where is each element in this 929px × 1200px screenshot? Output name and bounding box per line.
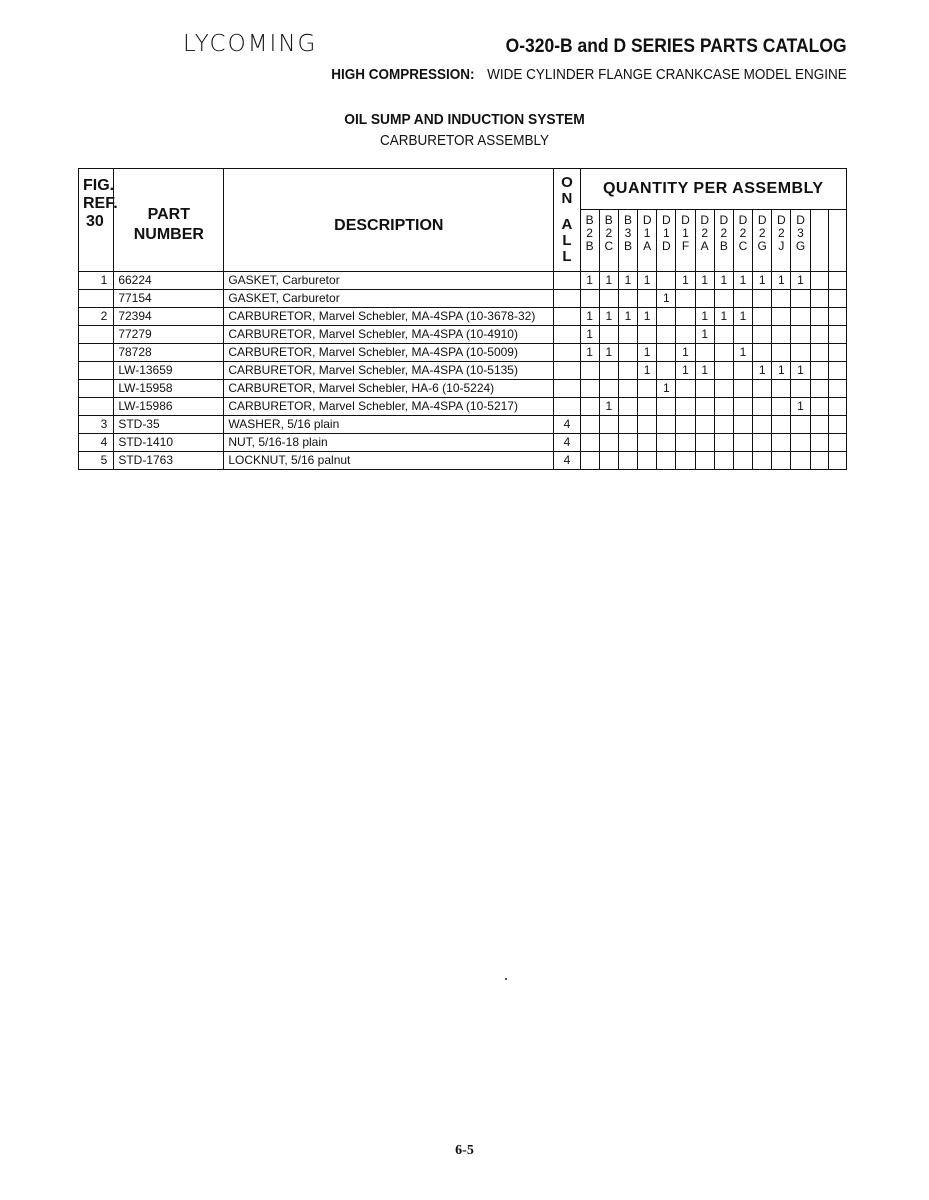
quantity-cell	[753, 380, 772, 398]
quantity-cell	[695, 290, 714, 308]
quantity-cell	[657, 452, 676, 470]
on-all-cell	[554, 308, 580, 326]
model-column-header: D 2 J	[772, 210, 791, 272]
model-column-header: B 2 B	[580, 210, 599, 272]
description-cell: CARBURETOR, Marvel Schebler, MA-4SPA (10-5135)	[224, 362, 554, 380]
quantity-cell	[753, 326, 772, 344]
on-all-cell: 4	[554, 416, 580, 434]
quantity-cell	[714, 326, 733, 344]
quantity-cell: 1	[791, 398, 810, 416]
on-all-cell	[554, 380, 580, 398]
quantity-cell	[676, 416, 695, 434]
quantity-cell	[828, 326, 846, 344]
quantity-cell	[580, 398, 599, 416]
quantity-cell	[828, 452, 846, 470]
quantity-cell	[714, 434, 733, 452]
quantity-cell	[676, 398, 695, 416]
quantity-cell	[638, 416, 657, 434]
engine-subtitle	[332, 66, 847, 83]
quantity-cell: 1	[753, 272, 772, 290]
quantity-cell: 1	[714, 308, 733, 326]
quantity-cell	[618, 434, 637, 452]
part-number-cell: 77154	[114, 290, 224, 308]
fig-ref-cell	[79, 380, 114, 398]
quantity-cell	[695, 344, 714, 362]
quantity-cell	[753, 290, 772, 308]
quantity-cell	[791, 452, 810, 470]
quantity-cell: 1	[791, 272, 810, 290]
brand-logo: LYCOMING	[183, 31, 318, 57]
on-all-cell	[554, 362, 580, 380]
table-row	[79, 308, 847, 326]
fig-ref-cell: 4	[79, 434, 114, 452]
quantity-cell	[580, 362, 599, 380]
description-cell: CARBURETOR, Marvel Schebler, HA-6 (10-5224)	[224, 380, 554, 398]
model-column-header: D 2 C	[733, 210, 752, 272]
quantity-cell	[580, 434, 599, 452]
catalog-title: O-320-B and D SERIES PARTS CATALOG	[506, 36, 847, 57]
quantity-cell	[810, 398, 828, 416]
quantity-cell	[791, 290, 810, 308]
quantity-cell	[618, 290, 637, 308]
table-row	[79, 362, 847, 380]
quantity-cell	[695, 398, 714, 416]
model-column-header: D 2 B	[714, 210, 733, 272]
scan-speck	[505, 978, 507, 980]
quantity-cell	[733, 290, 752, 308]
quantity-cell	[695, 380, 714, 398]
quantity-cell: 1	[733, 272, 752, 290]
quantity-cell: 1	[695, 362, 714, 380]
quantity-cell	[599, 326, 618, 344]
quantity-cell	[638, 398, 657, 416]
quantity-cell	[676, 290, 695, 308]
quantity-cell	[753, 416, 772, 434]
on-all-cell	[554, 290, 580, 308]
table-row	[79, 290, 847, 308]
quantity-cell	[657, 344, 676, 362]
description-cell: CARBURETOR, Marvel Schebler, MA-4SPA (10-3678-32)	[224, 308, 554, 326]
fig-ref-cell	[79, 362, 114, 380]
quantity-cell: 1	[638, 272, 657, 290]
quantity-cell: 1	[753, 362, 772, 380]
quantity-cell	[733, 326, 752, 344]
quantity-cell: 1	[714, 272, 733, 290]
compression-label: HIGH COMPRESSION:	[331, 66, 475, 83]
quantity-cell: 1	[772, 362, 791, 380]
quantity-cell	[733, 434, 752, 452]
quantity-cell	[657, 362, 676, 380]
table-row	[79, 452, 847, 470]
quantity-cell	[599, 452, 618, 470]
quantity-cell	[599, 380, 618, 398]
quantity-cell	[657, 272, 676, 290]
quantity-cell: 1	[580, 344, 599, 362]
quantity-cell	[695, 416, 714, 434]
quantity-cell: 1	[618, 308, 637, 326]
quantity-cell	[772, 380, 791, 398]
quantity-cell	[828, 416, 846, 434]
quantity-cell	[791, 380, 810, 398]
quantity-cell	[638, 380, 657, 398]
description-cell: WASHER, 5/16 plain	[224, 416, 554, 434]
quantity-cell	[772, 398, 791, 416]
description-header: DESCRIPTION	[224, 169, 554, 272]
fig-ref-cell	[79, 398, 114, 416]
quantity-cell	[657, 434, 676, 452]
quantity-cell	[657, 416, 676, 434]
description-cell: CARBURETOR, Marvel Schebler, MA-4SPA (10-5217)	[224, 398, 554, 416]
quantity-cell: 1	[618, 272, 637, 290]
quantity-cell	[828, 344, 846, 362]
quantity-cell	[714, 380, 733, 398]
quantity-cell	[772, 326, 791, 344]
table-row	[79, 434, 847, 452]
table-row	[79, 416, 847, 434]
quantity-cell	[580, 416, 599, 434]
quantity-cell	[638, 326, 657, 344]
quantity-cell	[753, 398, 772, 416]
table-row	[79, 380, 847, 398]
quantity-cell: 1	[676, 272, 695, 290]
quantity-cell: 1	[733, 344, 752, 362]
model-column-header	[810, 210, 828, 272]
quantity-cell: 1	[638, 362, 657, 380]
quantity-cell: 1	[599, 308, 618, 326]
quantity-cell: 1	[695, 326, 714, 344]
parts-table	[78, 168, 847, 470]
fig-ref-cell: 3	[79, 416, 114, 434]
quantity-cell	[676, 452, 695, 470]
quantity-cell	[599, 362, 618, 380]
quantity-cell	[714, 290, 733, 308]
quantity-cell: 1	[599, 398, 618, 416]
fig-ref-cell	[79, 326, 114, 344]
part-number-cell: LW-13659	[114, 362, 224, 380]
quantity-cell	[638, 290, 657, 308]
on-all-cell	[554, 344, 580, 362]
quantity-cell	[772, 416, 791, 434]
quantity-cell	[753, 452, 772, 470]
model-column-header: B 3 B	[618, 210, 637, 272]
quantity-cell	[791, 308, 810, 326]
quantity-cell: 1	[657, 290, 676, 308]
part-number-cell: 66224	[114, 272, 224, 290]
quantity-per-assembly-header: QUANTITY PER ASSEMBLY	[580, 169, 846, 210]
quantity-cell	[638, 434, 657, 452]
description-cell: CARBURETOR, Marvel Schebler, MA-4SPA (10-5009)	[224, 344, 554, 362]
quantity-cell	[714, 362, 733, 380]
page-number: 6-5	[455, 1143, 474, 1158]
quantity-cell	[733, 452, 752, 470]
quantity-cell	[676, 326, 695, 344]
fig-ref-cell	[79, 344, 114, 362]
quantity-cell: 1	[676, 344, 695, 362]
model-column-header: D 3 G	[791, 210, 810, 272]
quantity-cell	[618, 380, 637, 398]
quantity-cell	[733, 380, 752, 398]
quantity-cell: 1	[695, 272, 714, 290]
quantity-cell	[810, 272, 828, 290]
quantity-cell	[772, 452, 791, 470]
quantity-cell: 1	[580, 308, 599, 326]
table-row	[79, 344, 847, 362]
part-number-cell: LW-15986	[114, 398, 224, 416]
part-number-cell: 78728	[114, 344, 224, 362]
section-subtitle: CARBURETOR ASSEMBLY	[379, 132, 550, 149]
quantity-cell	[580, 290, 599, 308]
fig-ref-header: FIG. REF. 30	[79, 169, 114, 272]
quantity-cell: 1	[599, 272, 618, 290]
description-cell: GASKET, Carburetor	[224, 272, 554, 290]
quantity-cell	[618, 344, 637, 362]
section-title: OIL SUMP AND INDUCTION SYSTEM	[344, 111, 585, 128]
quantity-cell: 1	[695, 308, 714, 326]
quantity-cell	[733, 398, 752, 416]
quantity-cell	[753, 308, 772, 326]
table-row	[79, 272, 847, 290]
quantity-cell	[714, 416, 733, 434]
quantity-cell	[638, 452, 657, 470]
table-row	[79, 326, 847, 344]
quantity-cell	[714, 452, 733, 470]
part-number-cell: LW-15958	[114, 380, 224, 398]
on-all-cell	[554, 272, 580, 290]
table-row	[79, 398, 847, 416]
quantity-cell	[580, 380, 599, 398]
quantity-cell	[695, 452, 714, 470]
on-all-cell: 4	[554, 452, 580, 470]
quantity-cell: 1	[676, 362, 695, 380]
quantity-cell	[828, 380, 846, 398]
quantity-cell: 1	[657, 380, 676, 398]
quantity-cell	[657, 308, 676, 326]
model-column-header	[828, 210, 846, 272]
quantity-cell	[810, 434, 828, 452]
part-number-cell: STD-1410	[114, 434, 224, 452]
quantity-cell	[791, 326, 810, 344]
quantity-cell	[599, 416, 618, 434]
on-all-cell: 4	[554, 434, 580, 452]
quantity-cell	[810, 326, 828, 344]
quantity-cell	[828, 398, 846, 416]
quantity-cell	[714, 398, 733, 416]
description-cell: LOCKNUT, 5/16 palnut	[224, 452, 554, 470]
quantity-cell	[714, 344, 733, 362]
quantity-cell	[828, 290, 846, 308]
quantity-cell	[772, 290, 791, 308]
quantity-cell	[618, 416, 637, 434]
fig-ref-cell: 5	[79, 452, 114, 470]
quantity-cell	[599, 434, 618, 452]
quantity-cell	[695, 434, 714, 452]
model-column-header: B 2 C	[599, 210, 618, 272]
quantity-cell	[828, 272, 846, 290]
quantity-cell	[810, 416, 828, 434]
quantity-cell	[733, 416, 752, 434]
quantity-cell	[753, 434, 772, 452]
quantity-cell	[810, 308, 828, 326]
model-column-header: D 1 D	[657, 210, 676, 272]
quantity-cell	[810, 290, 828, 308]
part-number-header: PART NUMBER	[114, 169, 224, 272]
part-number-cell: STD-35	[114, 416, 224, 434]
quantity-cell: 1	[791, 362, 810, 380]
quantity-cell	[810, 452, 828, 470]
quantity-cell	[810, 362, 828, 380]
quantity-cell	[828, 362, 846, 380]
model-column-header: D 2 A	[695, 210, 714, 272]
quantity-cell	[810, 344, 828, 362]
quantity-cell: 1	[638, 344, 657, 362]
engine-description: WIDE CYLINDER FLANGE CRANKCASE MODEL ENGINE	[487, 66, 847, 83]
quantity-cell	[753, 344, 772, 362]
quantity-cell	[828, 434, 846, 452]
model-column-header: D 1 A	[638, 210, 657, 272]
quantity-cell: 1	[580, 272, 599, 290]
quantity-cell	[676, 308, 695, 326]
model-column-header: D 1 F	[676, 210, 695, 272]
quantity-cell	[618, 362, 637, 380]
model-column-header: D 2 G	[753, 210, 772, 272]
quantity-cell	[772, 344, 791, 362]
fig-ref-cell: 1	[79, 272, 114, 290]
quantity-cell	[828, 308, 846, 326]
description-cell: CARBURETOR, Marvel Schebler, MA-4SPA (10-4910)	[224, 326, 554, 344]
on-all-header: O N A L L	[554, 169, 580, 272]
quantity-cell	[772, 434, 791, 452]
quantity-cell: 1	[772, 272, 791, 290]
quantity-cell	[657, 326, 676, 344]
part-number-cell: 77279	[114, 326, 224, 344]
quantity-cell: 1	[580, 326, 599, 344]
part-number-cell: STD-1763	[114, 452, 224, 470]
quantity-cell	[676, 380, 695, 398]
description-cell: NUT, 5/16-18 plain	[224, 434, 554, 452]
part-number-cell: 72394	[114, 308, 224, 326]
on-all-cell	[554, 326, 580, 344]
quantity-cell	[791, 344, 810, 362]
quantity-cell: 1	[638, 308, 657, 326]
quantity-cell	[791, 434, 810, 452]
on-all-cell	[554, 398, 580, 416]
quantity-cell	[772, 308, 791, 326]
fig-ref-cell: 2	[79, 308, 114, 326]
quantity-cell	[618, 326, 637, 344]
quantity-cell	[618, 398, 637, 416]
fig-ref-cell	[79, 290, 114, 308]
quantity-cell	[676, 434, 695, 452]
quantity-cell	[810, 380, 828, 398]
quantity-cell	[791, 416, 810, 434]
quantity-cell: 1	[733, 308, 752, 326]
description-cell: GASKET, Carburetor	[224, 290, 554, 308]
quantity-cell	[580, 452, 599, 470]
quantity-cell	[657, 398, 676, 416]
quantity-cell	[599, 290, 618, 308]
quantity-cell	[618, 452, 637, 470]
quantity-cell: 1	[599, 344, 618, 362]
quantity-cell	[733, 362, 752, 380]
